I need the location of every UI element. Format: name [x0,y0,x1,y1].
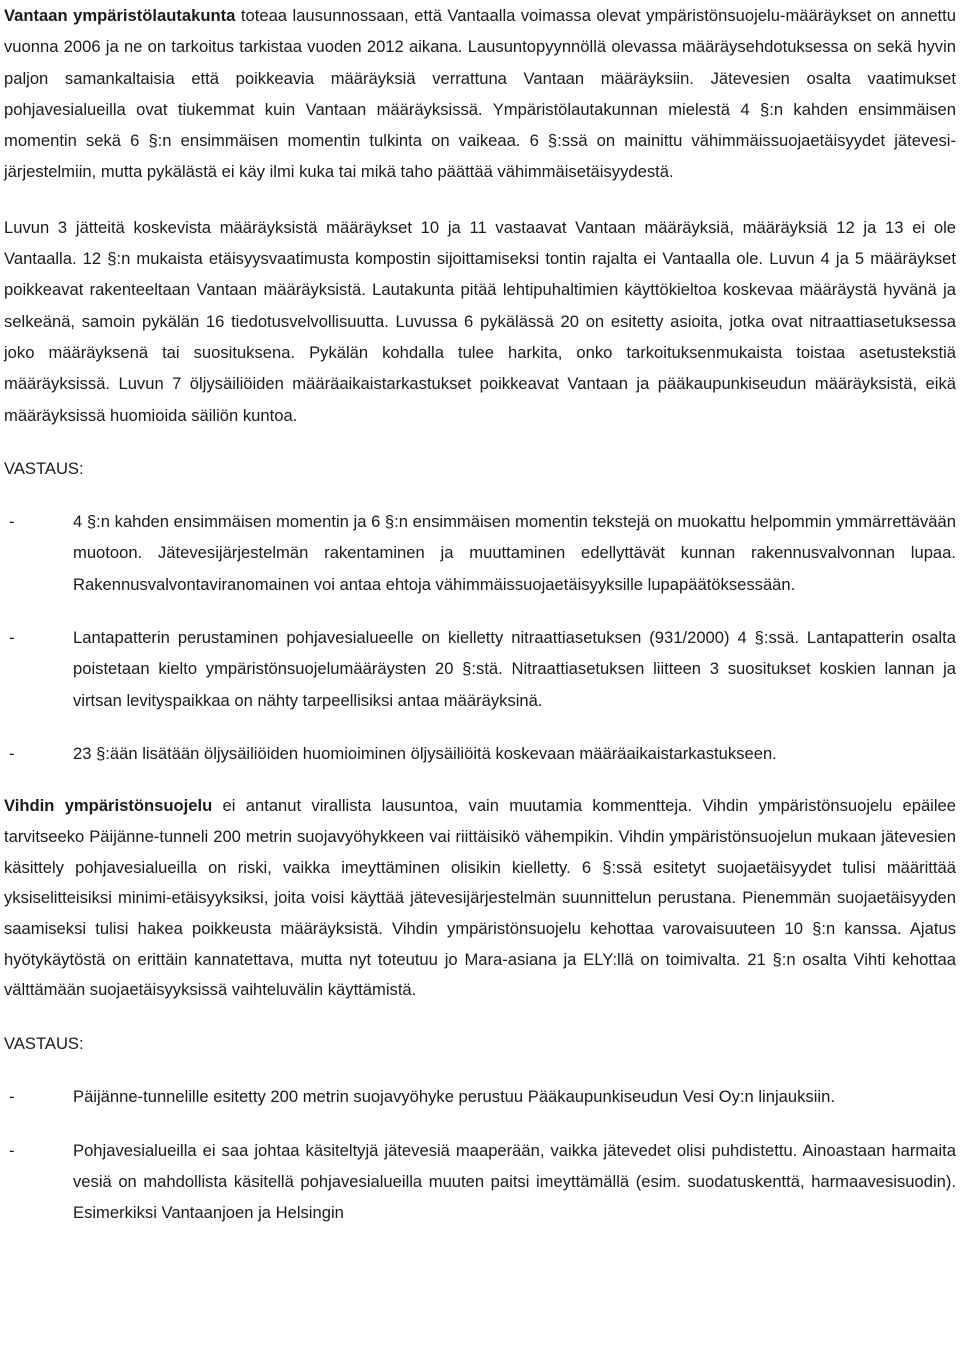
response-list-2 [4,1081,956,1228]
bullet-dash: - [9,512,15,532]
list-item-text: Pohjavesialueilla ei saa johtaa käsiteltyjä jätevesiä maaperään, vaikka jätevedet olisi puhdistettu. Ainoastaan harmaita vesiä on mahdollista käsitellä pohjavesialueilla muuten paitsi imeyttämällä (esim. suodatuskenttä, harmaavesisuodin). Esimerkiksi Vantaanjoen ja Helsingin [73,1140,956,1223]
paragraph-vihti [4,791,956,1006]
bullet-dash: - [9,1140,15,1160]
bullet-dash: - [9,1087,15,1107]
org-name-vihti: Vihdin ympäristönsuojelu [4,796,213,816]
list-item-text: Lantapatterin perustaminen pohjavesialueelle on kielletty nitraattiasetuksen (931/2000) 4 §:ssä. Lantapatterin osalta poistetaan kielto ympäristönsuojelumääräysten 20 §:stä. Nitraattiasetuksen liitteen 3 suositukset koskien lannan ja virtsan levityspaikkaa on nähty tarpeellisiksi antaa määräyksinä. [73,628,956,710]
org-name-vantaa: Vantaan ympäristölautakunta [4,6,236,25]
paragraph-vantaa-text: toteaa lausunnossaan, että Vantaalla voimassa olevat ympäristönsuojelu-määräykset on annettu vuonna 2006 ja ne on tarkoitus tarkistaa vuoden 2012 aikana. Lausuntopyynnöllä olevassa määräysehdotuksessa on sekä hyvin paljon samankaltaisia että poikkeavia määräyksiä verrattuna Vantaan määräyksiin. Jätevesien osalta vaatimukset pohjavesialueilla ovat tiukemmat kuin Vantaan määräyksissä. Ympäristölautakunnan mielestä 4 §:n kahden ensimmäisen momentin sekä 6 §:n ensimmäisen momentin tulkinta on vaikeaa. 6 §:ssä on mainittu vähimmäissuojaetäisyydet jätevesi-järjestelmiin, mutta pykälästä ei käy ilmi kuka tai mikä taho päättää vähimmäisetäisyydestä. [4,6,956,182]
response-heading-1: VASTAUS: [4,458,84,478]
list-item-text: 23 §:ään lisätään öljysäiliöiden huomioiminen öljysäiliöitä koskevaan määräaikaistarkastukseen. [73,743,777,763]
response-heading-2: VASTAUS: [4,1034,84,1054]
list-item [4,1135,956,1229]
paragraph-vihti-text: ei antanut virallista lausuntoa, vain muutamia kommentteja. Vihdin ympäristönsuojelu epäilee tarvitseeko Päijänne-tunneli 200 metrin suojavyöhykkeen vai riittäisikö vähempikin. Vihdin ympäristönsuojelun mukaan jätevesien käsittely pohjavesialueilla on riski, vaikka imeyttäminen olisikin kielletty. 6 §:ssä esitetyt suojaetäisyydet tulisi määrittää yksiselitteisiksi minimi-etäisyyksiksi, joita voisi käyttää jätevesijärjestelmän suunnittelun perustana. Pienemmän suojaetäisyyden saamiseksi tulisi hakea poikkeusta määräyksistä. Vihdin ympäristönsuojelu kehottaa varovaisuuteen 10 §:n kanssa. Ajatus hyötykäytöstä on erittäin kannatettava, mutta nyt toteutuu jo Mara-asiana ja ELY:llä on toimivalta. 21 §:n osalta Vihti kehottaa välttämään suojaetäisyyksissä vaihteluvälin käyttämistä. [4,796,956,1000]
response-list-1 [4,506,956,769]
paragraph-vantaa [4,0,956,188]
paragraph-chapter-3: Luvun 3 jätteitä koskevista määräyksistä määräykset 10 ja 11 vastaavat Vantaan määräyksiä, määräyksiä 12 ja 13 ei ole Vantaalla. 12 §:n mukaista etäisyysvaatimusta kompostin sijoittamiseksi tontin rajalta ei Vantaalla ole. Luvun 4 ja 5 määräykset poikkeavat rakenteeltaan Vantaan määräyksistä. Lautakunta pitää lehtipuhaltimien käyttökieltoa koskevaa määräystä hyvänä ja selkeänä, samoin pykälän 16 tiedotusvelvollisuutta. Luvussa 6 pykälässä 20 on esitetty asioita, jotka ovat nitraattiasetuksessa joko määräyksenä tai suosituksena. Pykälän kohdalla tulee harkita, onko tarkoituksenmukaista toistaa asetustekstiä määräyksissä. Luvun 7 öljysäiliöiden määräaikaistarkastukset poikkeavat Vantaan ja pääkaupunkiseudun määräyksistä, eikä määräyksissä huomioida säiliön kuntoa. [4,217,956,425]
list-item-text: Päijänne-tunnelille esitetty 200 metrin suojavyöhyke perustuu Pääkaupunkiseudun Vesi Oy:n linjauksiin. [73,1087,835,1107]
list-item [4,738,956,769]
bullet-dash: - [9,743,15,763]
list-item [4,622,956,716]
bullet-dash: - [9,628,15,648]
list-item-text: 4 §:n kahden ensimmäisen momentin ja 6 §:n ensimmäisen momentin tekstejä on muokattu helpommin ymmärrettävään muotoon. Jätevesijärjestelmän rakentaminen ja muuttaminen edellyttävät kunnan rakennusvalvonnan lupaa. Rakennusvalvontaviranomainen voi antaa ehtoja vähimmäissuojaetäisyyksille lupapäätöksessään. [73,512,956,594]
list-item [4,1081,956,1112]
list-item [4,506,956,600]
